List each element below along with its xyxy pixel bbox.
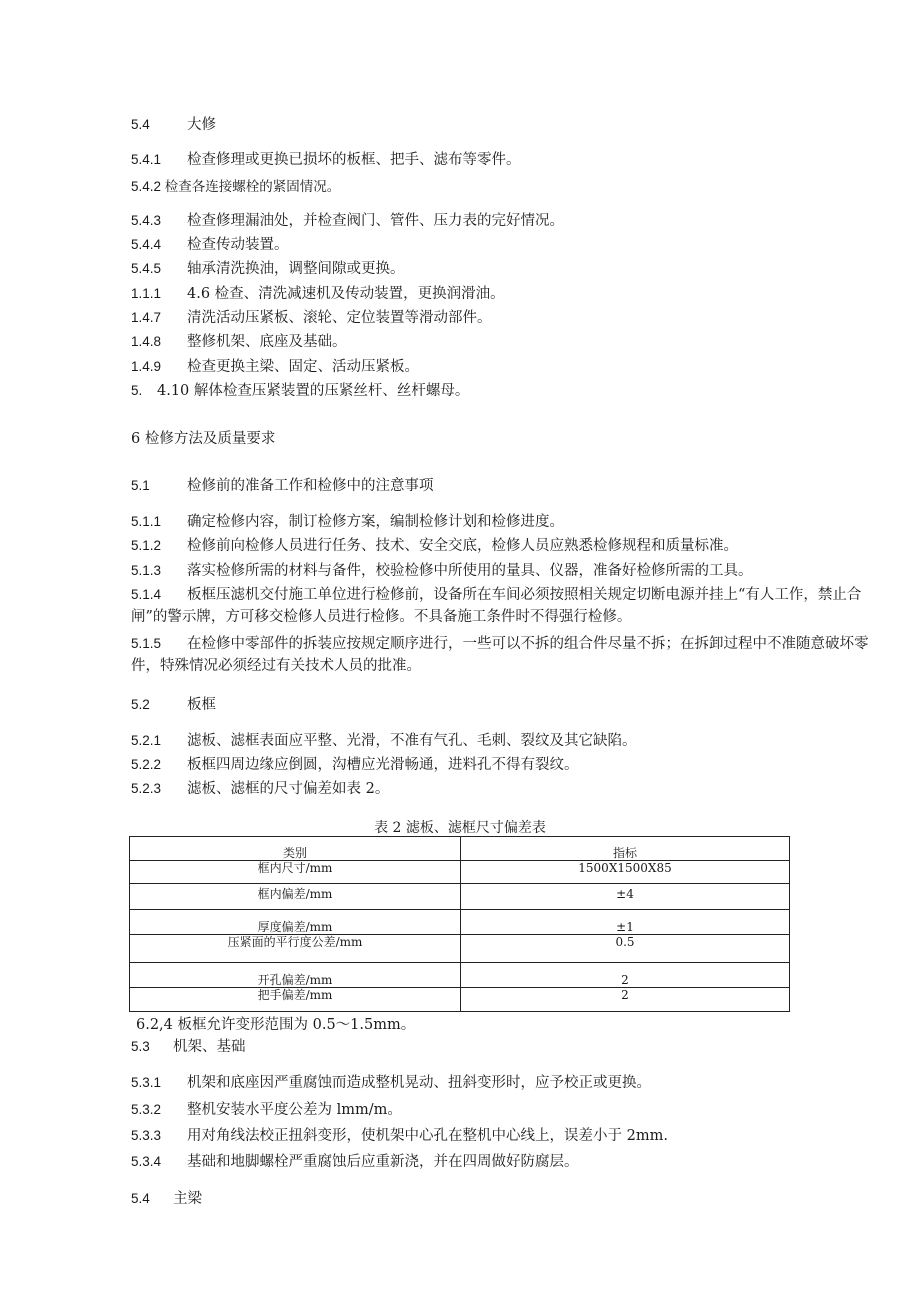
heading-text: 主梁	[173, 1191, 202, 1207]
item-5-2-3	[131, 780, 389, 798]
item-number: 5.3.4	[131, 1154, 162, 1169]
item-number: 5.2.3	[131, 781, 162, 796]
header-category: 类别	[130, 837, 461, 861]
table-cell: 2	[461, 988, 790, 1012]
item-number: 5.1.2	[131, 538, 162, 553]
heading-number: 5.2	[131, 697, 150, 712]
item-text: 板框压滤机交付施工单位进行检修前，设备所在车间必须按照相关规定切断电源并挂上“有人工作，禁止合闸”的警示牌，方可移交检修人员进行检修。不具备施工条件时不得强行检修。	[131, 587, 862, 625]
table-cell: 厚度偏差/mm	[130, 910, 461, 935]
heading-5-3	[131, 1038, 246, 1056]
item-text: 清洗活动压紧板、滚轮、定位装置等滑动部件。	[187, 310, 492, 326]
item-number: 5.4.5	[131, 261, 162, 276]
item-text: 整机安装水平度公差为 lmm/m。	[187, 1102, 402, 1118]
item-text: 用对角线法校正扭斜变形，使机架中心孔在整机中心线上，误差小于 2mm.	[187, 1128, 668, 1144]
item-1-4-9	[131, 358, 419, 376]
item-1-1-1	[131, 285, 505, 303]
heading-text: 机架、基础	[173, 1039, 246, 1055]
item-5-1-2	[131, 537, 738, 555]
item-text: 检查传动装置。	[187, 237, 289, 253]
item-number: 5.1.1	[131, 514, 162, 529]
table-row	[130, 935, 790, 963]
item-number: 5.	[131, 383, 143, 398]
item-text: 检修前向检修人员进行任务、技术、安全交底，检修人员应熟悉检修规程和质量标准。	[187, 538, 738, 554]
item-number: 1.4.7	[131, 310, 162, 325]
item-number: 5.4.1	[131, 152, 162, 167]
item-text: 确定检修内容，制订检修方案，编制检修计划和检修进度。	[187, 514, 564, 530]
item-5-3-2	[131, 1101, 402, 1119]
item-number: 5.3.3	[131, 1128, 162, 1143]
paragraph-5-1-4	[131, 584, 871, 628]
heading-text: 检修前的准备工作和检修中的注意事项	[187, 478, 434, 494]
item-number: 5.1.5	[131, 636, 162, 651]
item-5-4-3	[131, 212, 564, 230]
item-text: 在检修中零部件的拆装应按规定顺序进行，一些可以不拆的组合件尽量不拆；在拆卸过程中不准随意破坏零件，特殊情况必须经过有关技术人员的批准。	[131, 636, 869, 674]
table-cell: 压紧面的平行度公差/mm	[130, 935, 461, 963]
item-5-1-1	[131, 513, 564, 531]
spec-table	[129, 836, 790, 1012]
table-cell: 1500X1500X85	[461, 861, 790, 884]
item-number: 5.1.3	[131, 563, 162, 578]
heading-text: 大修	[187, 117, 216, 133]
table-cell: 框内尺寸/mm	[130, 861, 461, 884]
item-5-4-5	[131, 260, 405, 278]
item-number: 5.3.2	[131, 1102, 162, 1117]
section-title-6: 6 检修方法及质量要求	[131, 431, 276, 447]
item-text: 落实检修所需的材料与备件，校验检修中所使用的量具、仪器，准备好检修所需的工具。	[187, 563, 753, 579]
table-row	[130, 884, 790, 910]
item-text: 机架和底座因严重腐蚀而造成整机晃动、扭斜变形时，应予校正或更换。	[187, 1075, 651, 1091]
header-indicator: 指标	[461, 837, 790, 861]
item-5-4-1	[131, 151, 521, 169]
item-text: 轴承清洗换油，调整间隙或更换。	[187, 261, 405, 277]
heading-text: 板框	[187, 697, 216, 713]
table-cell: 框内偏差/mm	[130, 884, 461, 910]
heading-5-4-main-beam	[131, 1190, 202, 1208]
table-cell: 开孔偏差/mm	[130, 963, 461, 988]
item-text: 检查修理或更换已损坏的板框、把手、滤布等零件。	[187, 152, 521, 168]
item-text: 整修机架、底座及基础。	[187, 334, 347, 350]
item-number: 5.4.3	[131, 213, 162, 228]
table-cell: 0.5	[461, 935, 790, 963]
item-number: 5.3.1	[131, 1075, 162, 1090]
table-row	[130, 963, 790, 988]
item-5-4-4	[131, 236, 289, 254]
item-1-4-8	[131, 333, 347, 351]
table-cell: 2	[461, 963, 790, 988]
paragraph-5-1-5	[131, 633, 871, 677]
item-text: 基础和地脚螺栓严重腐蚀后应重新浇，并在四周做好防腐层。	[187, 1154, 579, 1170]
item-text: 4.6 检查、清洗减速机及传动装置，更换润滑油。	[187, 286, 505, 302]
table-cell: 把手偏差/mm	[130, 988, 461, 1012]
item-text: 检查更换主梁、固定、活动压紧板。	[187, 359, 419, 375]
item-text: 5.4.2 检查各连接螺栓的紧固情况。	[131, 179, 341, 194]
item-number: 1.4.8	[131, 334, 162, 349]
item-number: 5.1.4	[131, 587, 162, 602]
item-1-4-7	[131, 309, 492, 327]
item-5-4-2	[131, 178, 340, 196]
note-6-2-4: 6.2,4 板框允许变形范围为 0.5～1.5mm。	[136, 1017, 416, 1033]
table-row	[130, 861, 790, 884]
table-cell: ±1	[461, 910, 790, 935]
table-header-row	[130, 837, 790, 861]
item-5-3-4	[131, 1153, 579, 1171]
item-text: 滤板、滤框的尺寸偏差如表 2。	[187, 781, 390, 797]
heading-5-1	[131, 477, 434, 495]
item-text: 4.10 解体检查压紧装置的压紧丝杆、丝杆螺母。	[157, 383, 470, 399]
heading-5-2	[131, 696, 216, 714]
item-text: 滤板、滤框表面应平整、光滑，不准有气孔、毛刺、裂纹及其它缺陷。	[187, 733, 637, 749]
item-number: 1.1.1	[131, 286, 162, 301]
item-number: 5.4.4	[131, 237, 162, 252]
heading-5-4	[131, 116, 216, 134]
table-cell: ±4	[461, 884, 790, 910]
item-5-2-1	[131, 732, 637, 750]
table-row	[130, 910, 790, 935]
heading-number: 5.4	[131, 117, 150, 132]
item-5-3-3	[131, 1127, 668, 1145]
item-text: 检查修理漏油处，并检查阀门、管件、压力表的完好情况。	[187, 213, 564, 229]
item-5-4-10	[131, 382, 469, 400]
item-number: 5.2.1	[131, 733, 162, 748]
item-text: 板框四周边缘应倒圆，沟槽应光滑畅通，进料孔不得有裂纹。	[187, 757, 579, 773]
heading-number: 5.1	[131, 478, 150, 493]
item-5-3-1	[131, 1074, 651, 1092]
table-caption: 表 2 滤板、滤框尺寸偏差表	[374, 820, 546, 836]
heading-number: 5.3	[131, 1039, 150, 1054]
table-row	[130, 988, 790, 1012]
item-number: 1.4.9	[131, 359, 162, 374]
item-5-2-2	[131, 756, 579, 774]
item-number: 5.2.2	[131, 757, 162, 772]
item-5-1-3	[131, 562, 753, 580]
heading-number: 5.4	[131, 1191, 150, 1206]
